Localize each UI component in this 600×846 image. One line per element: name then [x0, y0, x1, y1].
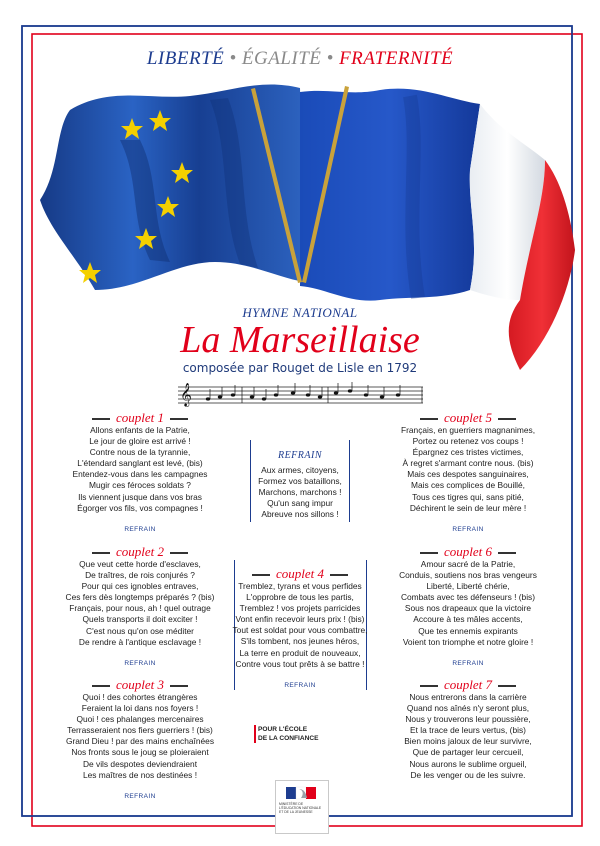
refrain-marker: REFRAIN [124, 526, 156, 533]
couplet-2-heading: couplet 2 [60, 544, 220, 560]
refrain-marker: REFRAIN [124, 660, 156, 667]
couplet-6-heading: couplet 6 [388, 544, 548, 560]
ministry-name: MINISTÈRE DE L'ÉDUCATION NATIONALE ET DE LA JEUNESSE [279, 802, 322, 814]
eu-flag-icon [40, 84, 305, 290]
motto-separator: • [229, 48, 237, 69]
marianne-logo-icon [277, 784, 327, 804]
hymne-label: HYMNE NATIONAL [242, 305, 358, 320]
refrain-marker: REFRAIN [124, 793, 156, 800]
motto-separator: • [326, 48, 334, 69]
refrain-marker: REFRAIN [452, 660, 484, 667]
couplet-1-heading: couplet 1 [60, 410, 220, 426]
couplet-5-verse: Français, en guerriers magnanimes, Portez ou retenez vos coups ! Épargnez ces tristes victimes, À regret s'armant contre nous. (bis) Mais ces despotes sanguinaires, Mais ces complices de Bouillé, Tous ces tigres qui, sans pitié, Déchirent le sein de leur mère ! [400, 425, 536, 513]
refrain-marker: REFRAIN [452, 526, 484, 533]
couplet-4-verse: Tremblez, tyrans et vous perfides L'opprobre de tous les partis, Tremblez ! vos projets parricides Vont enfin recevoir leurs prix ! (bis) Tout est soldat pour vous combattre, S'ils tombent, nos jeunes héros, La terre en produit de nouveaux, Contre vous tout prêts à se battre ! [232, 581, 368, 669]
couplet-5-heading: couplet 5 [388, 410, 548, 426]
couplet-3-heading: couplet 3 [60, 677, 220, 693]
ecole-confiance-logo: POUR L'ÉCOLE DE LA CONFIANCE [258, 725, 319, 743]
motto-liberte: LIBERTÉ [146, 48, 225, 69]
refrain-marker: REFRAIN [284, 682, 316, 689]
couplet-7-verse: Nous entrerons dans la carrière Quand nos aînés n'y seront plus, Nous y trouverons leur poussière, Et la trace de leurs vertus, (bis) Bien moins jaloux de leur survivre, Que de partager leur cercueil, Nous aurons le sublime orgueil, De les venger ou de les suivre. [404, 692, 532, 780]
couplet-6-verse: Amour sacré de la Patrie, Conduis, soutiens nos bras vengeurs Liberté, Liberté chérie, Combats avec tes défenseurs ! (bis) Sous nos drapeaux que la victoire Accoure à tes mâles accents, Que tes ennemis expirants Voient ton triomphe et notre gloire ! [399, 559, 537, 647]
page-title: La Marseillaise [180, 319, 420, 361]
music-staff-icon [178, 381, 423, 407]
refrain-heading: REFRAIN [277, 450, 323, 461]
couplet-2-verse: Que veut cette horde d'esclaves, De traîtres, de rois conjurés ? Pour qui ces ignobles entraves, Ces fers dès longtemps préparés ? (bis) Français, pour nous, ah ! quel outrage Quels transports il doit exciter ! C'est nous qu'on ose méditer De rendre à l'antique esclavage ! [65, 559, 215, 647]
motto-fraternite: FRATERNITÉ [339, 48, 454, 69]
couplet-1-verse: Allons enfants de la Patrie, Le jour de gloire est arrivé ! Contre nous de la tyrannie, L'étendard sanglant est levé, (bis) Entendez-vous dans les campagnes Mugir ces féroces soldats ? Ils viennent jusque dans vos bras Égorger vos fils, vos compagnes ! [72, 425, 208, 513]
refrain-verse: Aux armes, citoyens, Formez vos bataillons, Marchons, marchons ! Qu'un sang impur Abreuve nos sillons ! [258, 465, 342, 520]
couplet-7-heading: couplet 7 [388, 677, 548, 693]
couplet-4-heading: couplet 4 [220, 566, 380, 582]
svg-text:𝄞: 𝄞 [180, 382, 192, 406]
page-subtitle: composée par Rouget de Lisle en 1792 [182, 361, 418, 375]
motto-egalite: ÉGALITÉ [241, 48, 322, 69]
couplet-3-verse: Quoi ! des cohortes étrangères Feraient la loi dans nos foyers ! Quoi ! ces phalanges mercenaires Terrasseraient nos fiers guerriers ! (bis) Grand Dieu ! par des mains enchaînées Nos fronts sous le joug se ploieraient De vils despotes deviendraient Les maîtres de nos destinées ! [65, 692, 215, 780]
ministry-logo [275, 780, 329, 834]
